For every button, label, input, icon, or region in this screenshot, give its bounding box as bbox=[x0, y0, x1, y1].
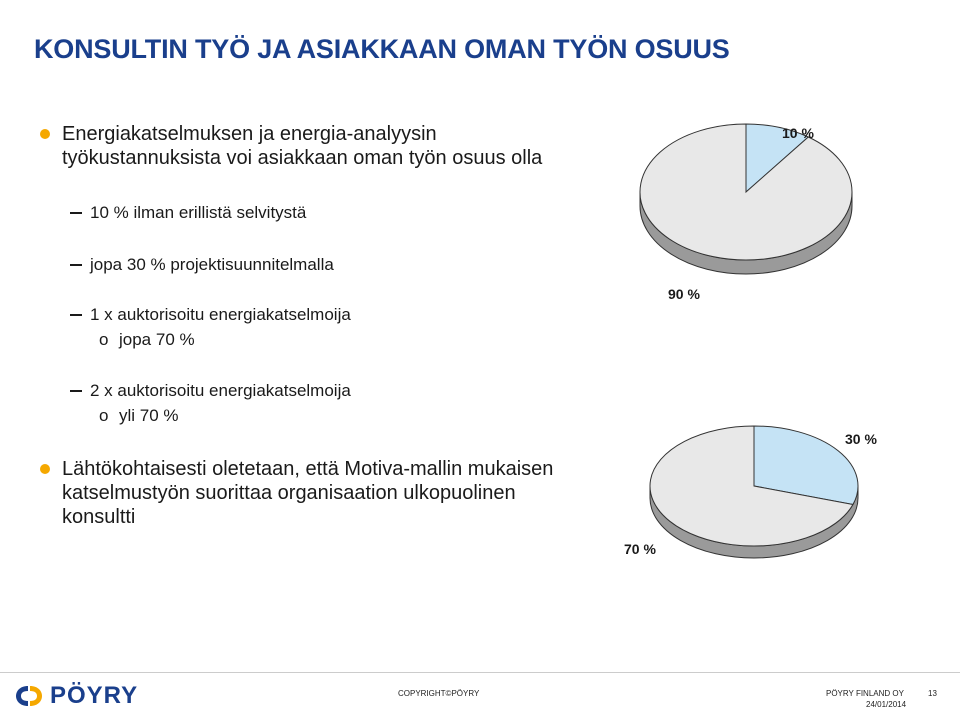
sub-item-text: 2 x auktorisoitu energiakatselmoija bbox=[90, 381, 351, 400]
slide-title: KONSULTIN TYÖ JA ASIAKKAAN OMAN TYÖN OSUUS bbox=[34, 34, 730, 64]
sub-item-1x bbox=[70, 304, 351, 325]
pie2-label-large: 70 % bbox=[624, 541, 656, 557]
bullet-dot-icon bbox=[40, 129, 50, 139]
dash-icon bbox=[70, 212, 82, 214]
bullet-line-2: työkustannuksista voi asiakkaan oman työn osuus olla bbox=[62, 147, 543, 169]
pie1-label-large: 90 % bbox=[668, 286, 700, 302]
sub-sub-item-text: jopa 70 % bbox=[119, 330, 195, 349]
poyry-logo bbox=[14, 682, 138, 710]
dash-icon bbox=[70, 390, 82, 392]
bullet-dot-icon bbox=[40, 464, 50, 474]
dash-icon bbox=[70, 314, 82, 316]
bullet-line-2: katselmustyön suorittaa organisaation ulkopuolinen bbox=[62, 482, 516, 504]
sub-sub-item-yli70 bbox=[99, 405, 179, 426]
pie-slice-90 bbox=[640, 124, 852, 260]
pie2-label-small: 30 % bbox=[845, 431, 877, 447]
bullet-line-3: konsultti bbox=[62, 506, 136, 528]
sub-item-text: 10 % ilman erillistä selvitystä bbox=[90, 203, 307, 222]
poyry-logo-icon bbox=[14, 684, 44, 708]
footer-company: PÖYRY FINLAND OY bbox=[826, 689, 904, 698]
sub-item-text: jopa 30 % projektisuunnitelmalla bbox=[90, 255, 334, 274]
sub-item-30 bbox=[70, 254, 334, 275]
footer-page-number: 13 bbox=[928, 689, 937, 698]
bullet-lahtokohtaisesti bbox=[40, 457, 553, 529]
poyry-logo-text: PÖYRY bbox=[50, 682, 139, 709]
pie-chart-10-90 bbox=[630, 120, 870, 290]
dash-icon bbox=[70, 264, 82, 266]
footer-divider bbox=[0, 672, 960, 673]
bullet-line-1: Lähtökohtaisesti oletetaan, että Motiva-mallin mukaisen bbox=[62, 458, 554, 480]
sub-sub-item-text: yli 70 % bbox=[119, 406, 179, 425]
sub-item-2x bbox=[70, 380, 351, 401]
footer-copyright: COPYRIGHT©PÖYRY bbox=[398, 689, 480, 698]
sub-item-10 bbox=[70, 202, 306, 223]
circle-bullet-icon: o bbox=[99, 406, 109, 425]
circle-bullet-icon: o bbox=[99, 330, 109, 349]
sub-item-text: 1 x auktorisoitu energiakatselmoija bbox=[90, 305, 351, 324]
bullet-oman-tyon-osuus bbox=[40, 122, 542, 170]
bullet-line-1: Energiakatselmuksen ja energia-analyysin bbox=[62, 123, 437, 145]
sub-sub-item-jopa70 bbox=[99, 329, 195, 350]
footer-date: 24/01/2014 bbox=[866, 700, 907, 709]
pie1-label-small: 10 % bbox=[782, 125, 814, 141]
